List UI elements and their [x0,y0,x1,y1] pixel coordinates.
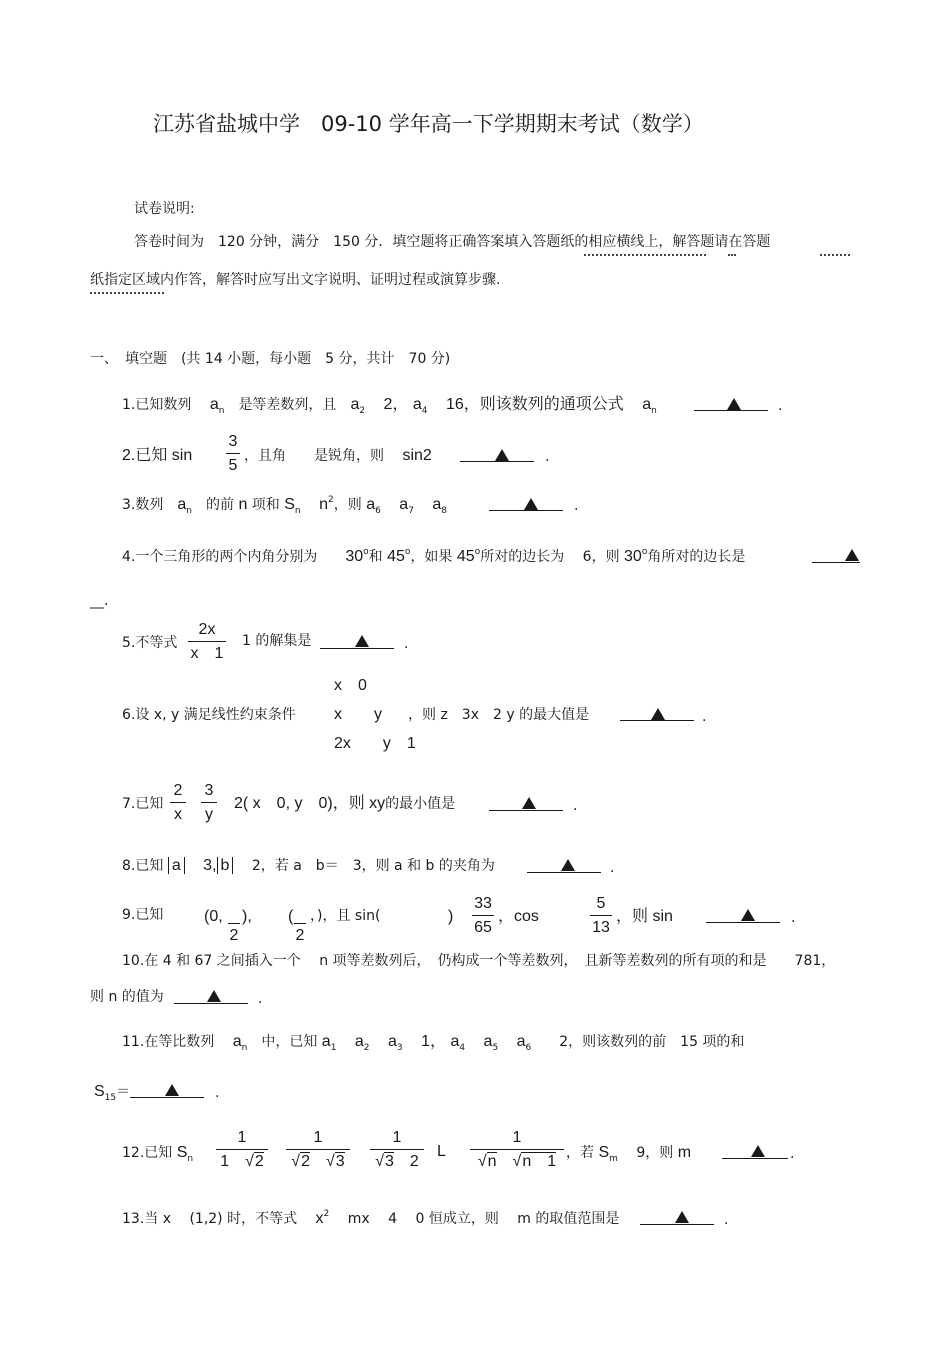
period: . [791,910,796,926]
emphasis-dots [584,250,706,256]
instructions-line-2 [90,273,500,287]
instructions-emphasis: 纸指定区域 [90,272,160,288]
period: . [778,398,783,414]
answer-marker-icon [165,1084,179,1096]
question-3: 3.数列 $a_n$ 的前 n 项和 $S_n$ $n^2$，则 $a_6$ $a_7$ $a_8$ [122,495,448,516]
question-9: 9.已知 [122,907,164,923]
section-title: 一、 填空题 (共 14 小题，每小题 5 分，共计 70 分) [90,351,451,367]
fraction: 33 65 [472,896,494,936]
answer-marker-icon [741,909,755,921]
question-10: 10.在 4 和 67 之间插入一个 n 项等差数列后， 仍构成一个等差数列， 且新等差数列的所有项的和是 781， [122,953,836,969]
period: . [258,991,263,1007]
period: . [790,1146,795,1162]
question-4-tail: __. [90,593,109,609]
question-8: 8.已知 a 3, b 2，若 a b＝ 3，则 a 和 b 的夹角为 [122,857,495,874]
interval-2: ( [288,908,294,925]
period: . [404,636,409,652]
period: . [215,1085,220,1101]
fraction: 2 [294,905,306,944]
instructions-text: ，解答题请在 [658,234,743,250]
cos-label: ，cos [498,908,539,925]
answer-marker-icon [495,449,509,461]
fraction: 1 √2 √3 [286,1130,350,1170]
period: . [573,798,578,814]
interval-1-end: ), [242,908,252,925]
answer-marker-icon [675,1211,689,1223]
interval-1: (0, [204,908,223,925]
answer-marker-icon [207,990,221,1002]
period: . [610,860,615,876]
answer-marker-icon [845,549,859,561]
question-9-rest: ，则 sin [616,908,673,925]
constraint-3: 2x y 1 [334,735,416,752]
fraction: 2 [228,905,240,944]
sin-close: ) [448,908,454,925]
question-10-line-2: 则 n 的值为 [90,989,164,1005]
question-5-rest: 1 的解集是 [242,633,312,649]
exam-title: 江苏省盐城中学 09-10 学年高一下学期期末考试（数学） [153,112,704,136]
answer-marker-icon [522,797,536,809]
fraction: 2 x [170,783,186,823]
answer-marker-icon [727,398,741,410]
question-6: 6.设 x, y 满足线性约束条件 [122,707,296,723]
question-12-rest: ，若 $S_m$ 9，则 m [566,1144,692,1164]
answer-marker-icon [651,708,665,720]
answer-marker-icon [561,859,575,871]
emphasis-dots [820,250,850,256]
instructions-text: 答卷时间为 120 分钟，满分 150 分．填空题将正确答案填入 [134,234,533,250]
answer-marker-icon [751,1145,765,1157]
period: . [574,498,579,514]
question-7: 7.已知 [122,796,164,812]
period: . [545,449,550,465]
ellipsis-L: L [437,1143,446,1160]
question-12: 12.已知 $S_n$ [122,1144,194,1164]
answer-marker-icon [524,498,538,510]
emphasis-dots [728,250,736,256]
question-11: 11.在等比数列 $a_n$ 中，已知 $a_1$ $a_2$ $a_3$ 1， $a_4$ $a_5$ $a_6$ 2，则该数列的前 15 项的和 [122,1033,745,1053]
instructions-text: 内作答，解答时应写出文字说明、证明过程或演算步骤. [160,272,501,288]
question-2-rest: ，且角 是锐角，则 sin2 [244,447,432,464]
fraction: 5 13 [590,896,612,936]
fraction: 1 1 √2 [216,1130,268,1170]
instructions-line-1 [134,235,770,249]
fraction: 1 √3 2 [370,1130,424,1170]
question-2: 2.已知 sin [122,447,193,464]
instructions-heading: 试卷说明: [134,201,195,217]
emphasis-dots [90,288,164,294]
question-13: 13.当 x (1,2) 时，不等式 $x^2$ mx 4 0 恒成立，则 m 的取值范围是 [122,1209,620,1227]
instructions-emphasis: 答题纸的相应横线上 [532,234,659,250]
fraction: 3 y [201,783,217,823]
fraction: 1 √n √n 1 [470,1130,564,1170]
question-6-rest: ，则 z 3x 2 y 的最大值是 [408,707,590,723]
question-7-rest: 2( x 0, y 0)，则 xy的最小值是 [234,795,456,812]
instructions-emphasis: 答题 [742,234,771,250]
fraction: 2x x 1 [188,622,226,662]
interval-2-end: ，)，且 sin( [310,908,381,924]
question-1: 1.已知数列 $a_n$ 是等差数列，且 $a_2$ 2， $a_4$ 16，则该数列的通项公式 $a_n$ [122,396,657,416]
question-4: 4.一个三角形的两个内角分别为 30$^o$和 45$^o$，如果 45$^o$所对的边长为 6，则 30$^o$角所对的边长是 [122,547,746,565]
fraction: 3 5 [226,434,240,474]
question-11-line-2: $S_{15}=$ [94,1083,131,1103]
period: . [702,709,707,725]
period: . [724,1212,729,1228]
answer-marker-icon [355,635,369,647]
constraint-2: x y [334,706,383,723]
constraint-1: x 0 [334,677,367,694]
question-5: 5.不等式 [122,635,178,651]
